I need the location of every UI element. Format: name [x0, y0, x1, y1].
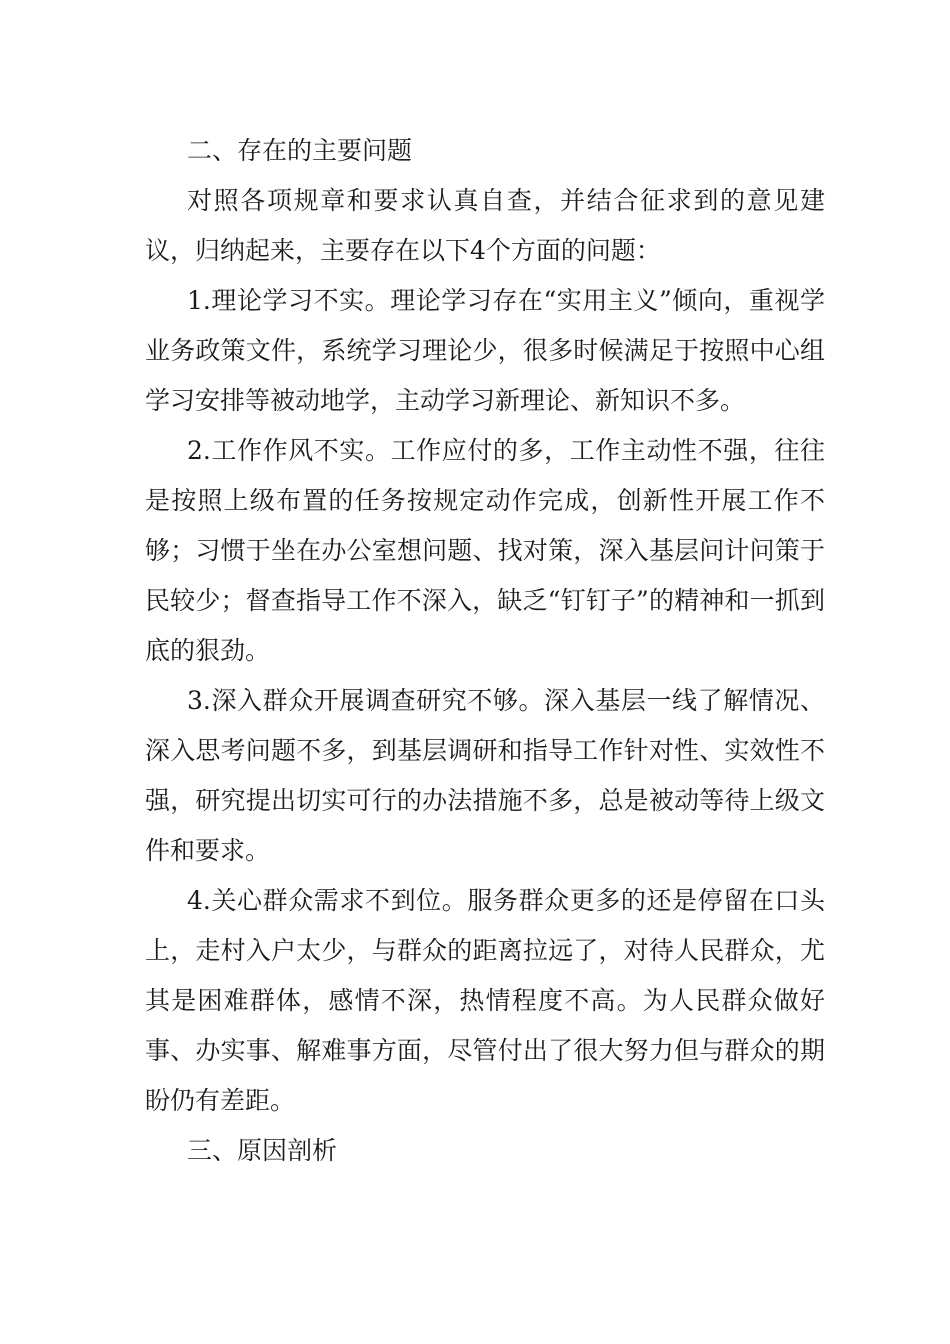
problem-item-1: 1.理论学习不实。理论学习存在“实用主义”倾向，重视学业务政策文件，系统学习理论少，很多时候满足于按照中心组学习安排等被动地学，主动学习新理论、新知识不多。 — [145, 286, 825, 415]
document-body — [145, 126, 825, 1176]
intro-paragraph: 对照各项规章和要求认真自查，并结合征求到的意见建议，归纳起来，主要存在以下4个方面的问题： — [145, 186, 825, 265]
section-heading-problems: 二、存在的主要问题 — [187, 136, 413, 165]
problem-item-2: 2.工作作风不实。工作应付的多，工作主动性不强，往往是按照上级布置的任务按规定动作完成，创新性开展工作不够；习惯于坐在办公室想问题、找对策，深入基层问计问策于民较少；督查指导工作不深入，缺乏“钉钉子”的精神和一抓到底的狠劲。 — [145, 436, 825, 665]
problem-item-4: 4.关心群众需求不到位。服务群众更多的还是停留在口头上，走村入户太少，与群众的距离拉远了，对待人民群众，尤其是困难群体，感情不深，热情程度不高。为人民群众做好事、办实事、解难事方面，尽管付出了很大努力但与群众的期盼仍有差距。 — [145, 886, 825, 1115]
section-heading-causes: 三、原因剖析 — [187, 1136, 338, 1165]
problem-item-3: 3.深入群众开展调查研究不够。深入基层一线了解情况、深入思考问题不多，到基层调研和指导工作针对性、实效性不强，研究提出切实可行的办法措施不多，总是被动等待上级文件和要求。 — [145, 686, 825, 865]
